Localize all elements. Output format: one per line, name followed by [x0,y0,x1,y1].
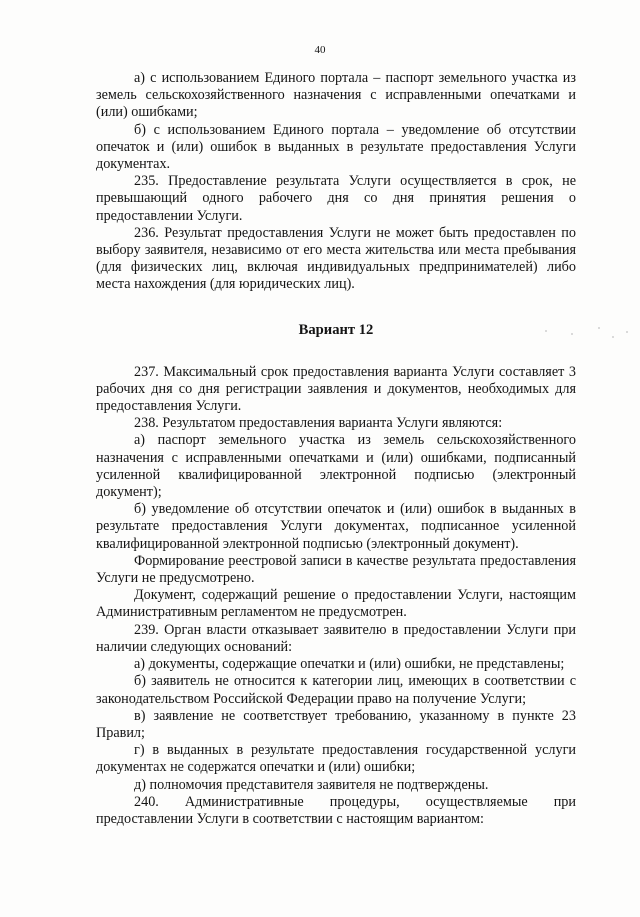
paragraph: 239. Орган власти отказывает заявителю в предоставлении Услуги при наличии следующих оснований: [96,621,576,655]
scan-speck [612,336,614,338]
paragraph: а) с использованием Единого портала – паспорт земельного участка из земель сельскохозяйственного назначения с исправленными опечатками и (или) ошибками; [96,70,576,121]
scan-speck [626,331,628,333]
paragraph: 236. Результат предоставления Услуги не может быть предоставлен по выбору заявителя, независимо от его места жительства или места пребывания (для физических лиц, включая индивидуальных предпринимателей) либо места нахождения (для юридических лиц). [96,224,576,293]
paragraph: д) полномочия представителя заявителя не подтверждены. [134,776,489,793]
paragraph: 235. Предоставление результата Услуги осуществляется в срок, не превышающий одного рабочего дня со дня принятия решения о предоставлении Услуги. [96,173,576,224]
document-body [96,70,576,828]
paragraph: г) в выданных в результате предоставления государственной услуги документах не содержатся опечатки и (или) ошибки; [96,742,576,776]
scan-speck [598,327,600,329]
scan-speck [545,330,547,332]
paragraph: а) паспорт земельного участка из земель сельскохозяйственного назначения с исправленными опечатками и (или) ошибками, подписанный усиленной квалифицированной электронной подписью (электронный документ); [96,432,576,501]
paragraph: Документ, содержащий решение о предоставлении Услуги, настоящим Административным регламентом не предусмотрен. [96,587,576,621]
paragraph: а) документы, содержащие опечатки и (или) ошибки, не представлены; [134,656,565,673]
paragraph: б) с использованием Единого портала – уведомление об отсутствии опечаток и (или) ошибок в выданных в результате предоставления Услуги документах. [96,121,576,173]
paragraph: 240. Административные процедуры, осуществляемые при предоставлении Услуги в соответствии с настоящим вариантом: [96,793,576,827]
paragraph: в) заявление не соответствует требованию, указанному в пункте 23 Правил; [96,707,576,741]
section-heading: Вариант 12 [298,321,374,338]
paragraph: б) уведомление об отсутствии опечаток и (или) ошибок в выданных в результате предоставления Услуги документах, подписанное усиленной квалифицированной электронной подписью (электронный документ). [96,501,576,552]
paragraph: 238. Результатом предоставления варианта Услуги являются: [134,415,503,432]
paragraph: Формирование реестровой записи в качестве результата предоставления Услуги не предусмотрено. [96,552,576,587]
paragraph: 237. Максимальный срок предоставления варианта Услуги составляет 3 рабочих дня со дня регистрации заявления и документов, необходимых для предоставления Услуги. [96,363,576,415]
paragraph: б) заявитель не относится к категории лиц, имеющих в соответствии с законодательством Российской Федерации право на получение Услуги; [96,673,576,707]
page-number: 40 [314,44,326,56]
scan-speck [571,333,573,335]
